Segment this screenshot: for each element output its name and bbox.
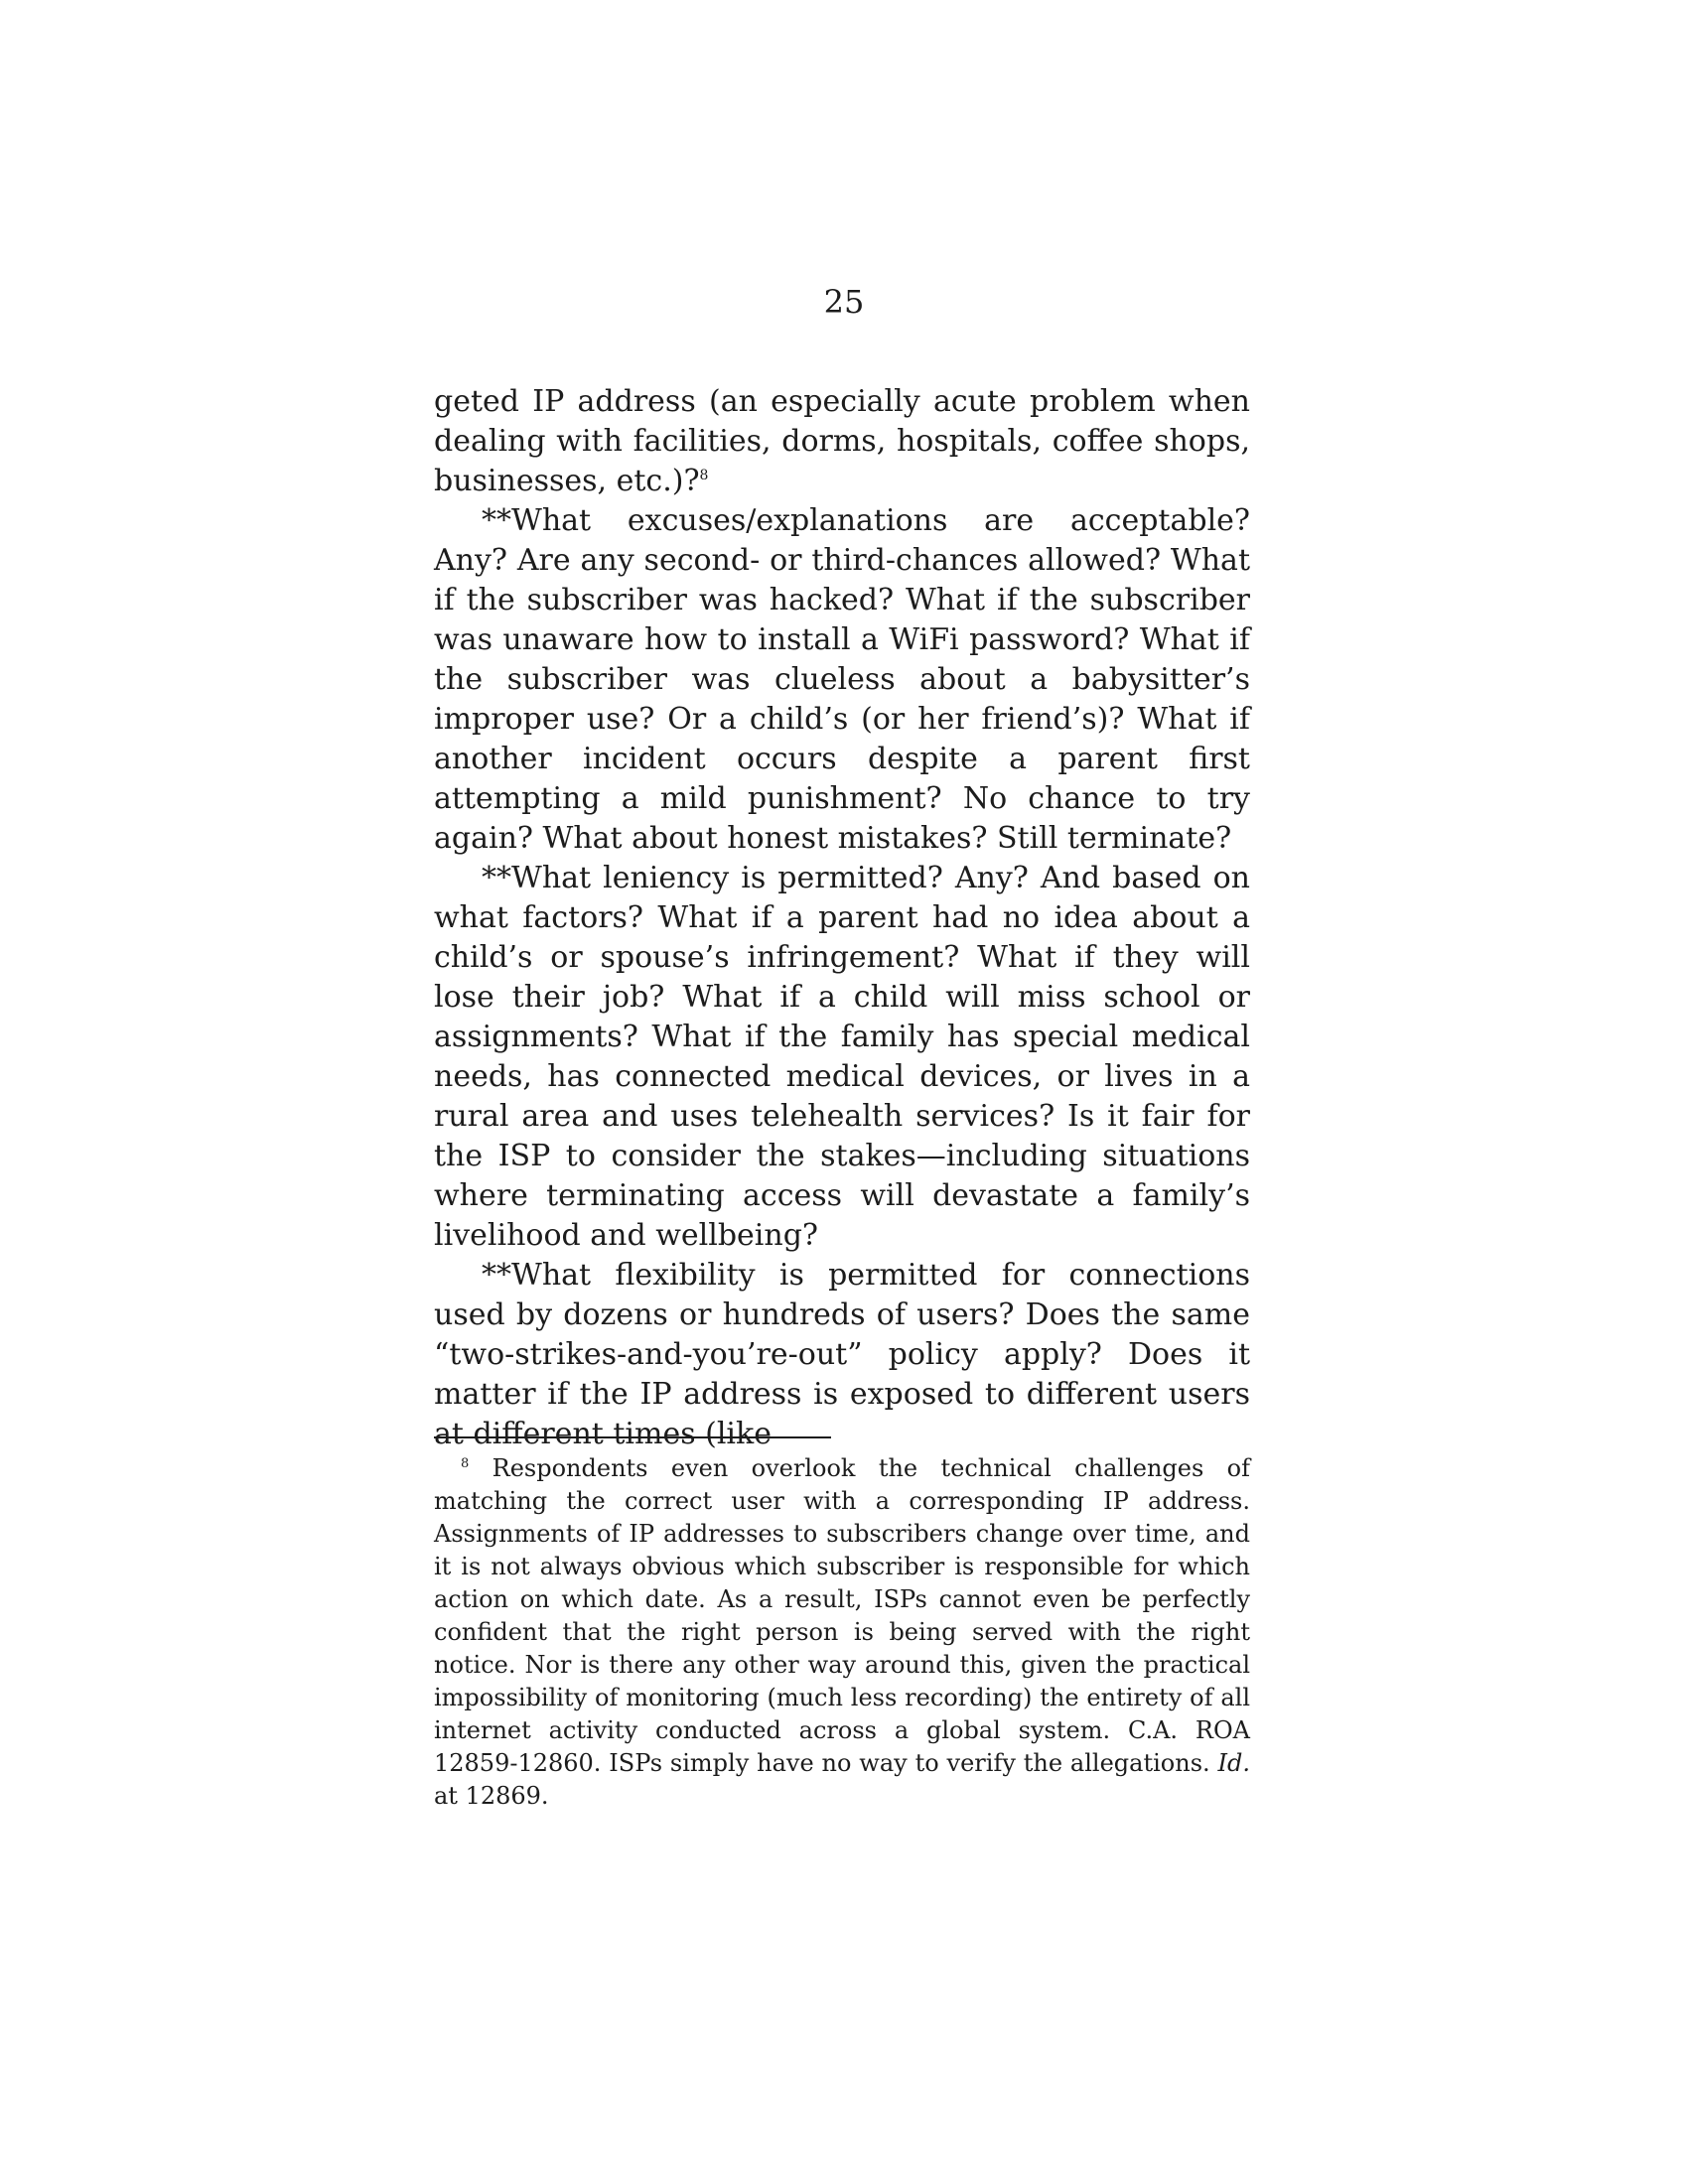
footnote xyxy=(434,1452,1250,1813)
paragraph-continuation xyxy=(434,382,1250,501)
footnote-divider xyxy=(434,1436,831,1438)
main-text xyxy=(434,382,1250,1454)
footnote-citation-italic: Id. xyxy=(1217,1749,1250,1777)
paragraph-excuses: **What excuses/explanations are acceptable? Any? Are any second- or third-chances allowed? What if the subscriber was hacked? What if the subscriber was unaware how to install a WiFi password? What if the subscriber was clueless about a babysitter’s improper use? Or a child’s (or her friend’s)? What if another incident occurs despite a parent first attempting a mild punishment? No chance to try again? What about honest mistakes? Still terminate? xyxy=(434,503,1250,856)
footnote-number: 8 xyxy=(461,1456,470,1471)
footnote-text-end: at 12869. xyxy=(434,1782,549,1810)
paragraph-leniency: **What leniency is permitted? Any? And based on what factors? What if a parent had no idea about a child’s or spouse’s infringement? What if they will lose their job? What if a child will miss school or assignments? What if the family has special medical needs, has connected medical devices, or lives in a rural area and uses telehealth services? Is it fair for the ISP to consider the stakes—including situations where terminating access will devastate a family’s livelihood and wellbeing? xyxy=(434,861,1250,1253)
page-number: 25 xyxy=(823,283,865,321)
footnote-text: Respondents even overlook the technical challenges of matching the correct user with a corresponding IP address. Assignments of IP addresses to subscribers change over time, and it is not always obvious which subscriber is responsible for which action on which date. As a result, ISPs cannot even be perfectly confident that the right person is being served with the right notice. Nor is there any other way around this, given the practical impossibility of monitoring (much less recording) the entirety of all internet activity conducted across a global system. C.A. ROA 12859-12860. ISPs simply have no way to verify the allegations. xyxy=(434,1454,1250,1777)
paragraph-text: geted IP address (an especially acute problem when dealing with facilities, dorms, hospitals, coffee shops, businesses, etc.)? xyxy=(434,384,1250,498)
paragraph-flexibility: **What flexibility is permitted for connections used by dozens or hundreds of users? Does the same “two-strikes-and-you’re-out” policy apply? Does it matter if the IP address is exposed to different users at different times (like xyxy=(434,1258,1250,1451)
footnote-reference: 8 xyxy=(699,468,709,483)
